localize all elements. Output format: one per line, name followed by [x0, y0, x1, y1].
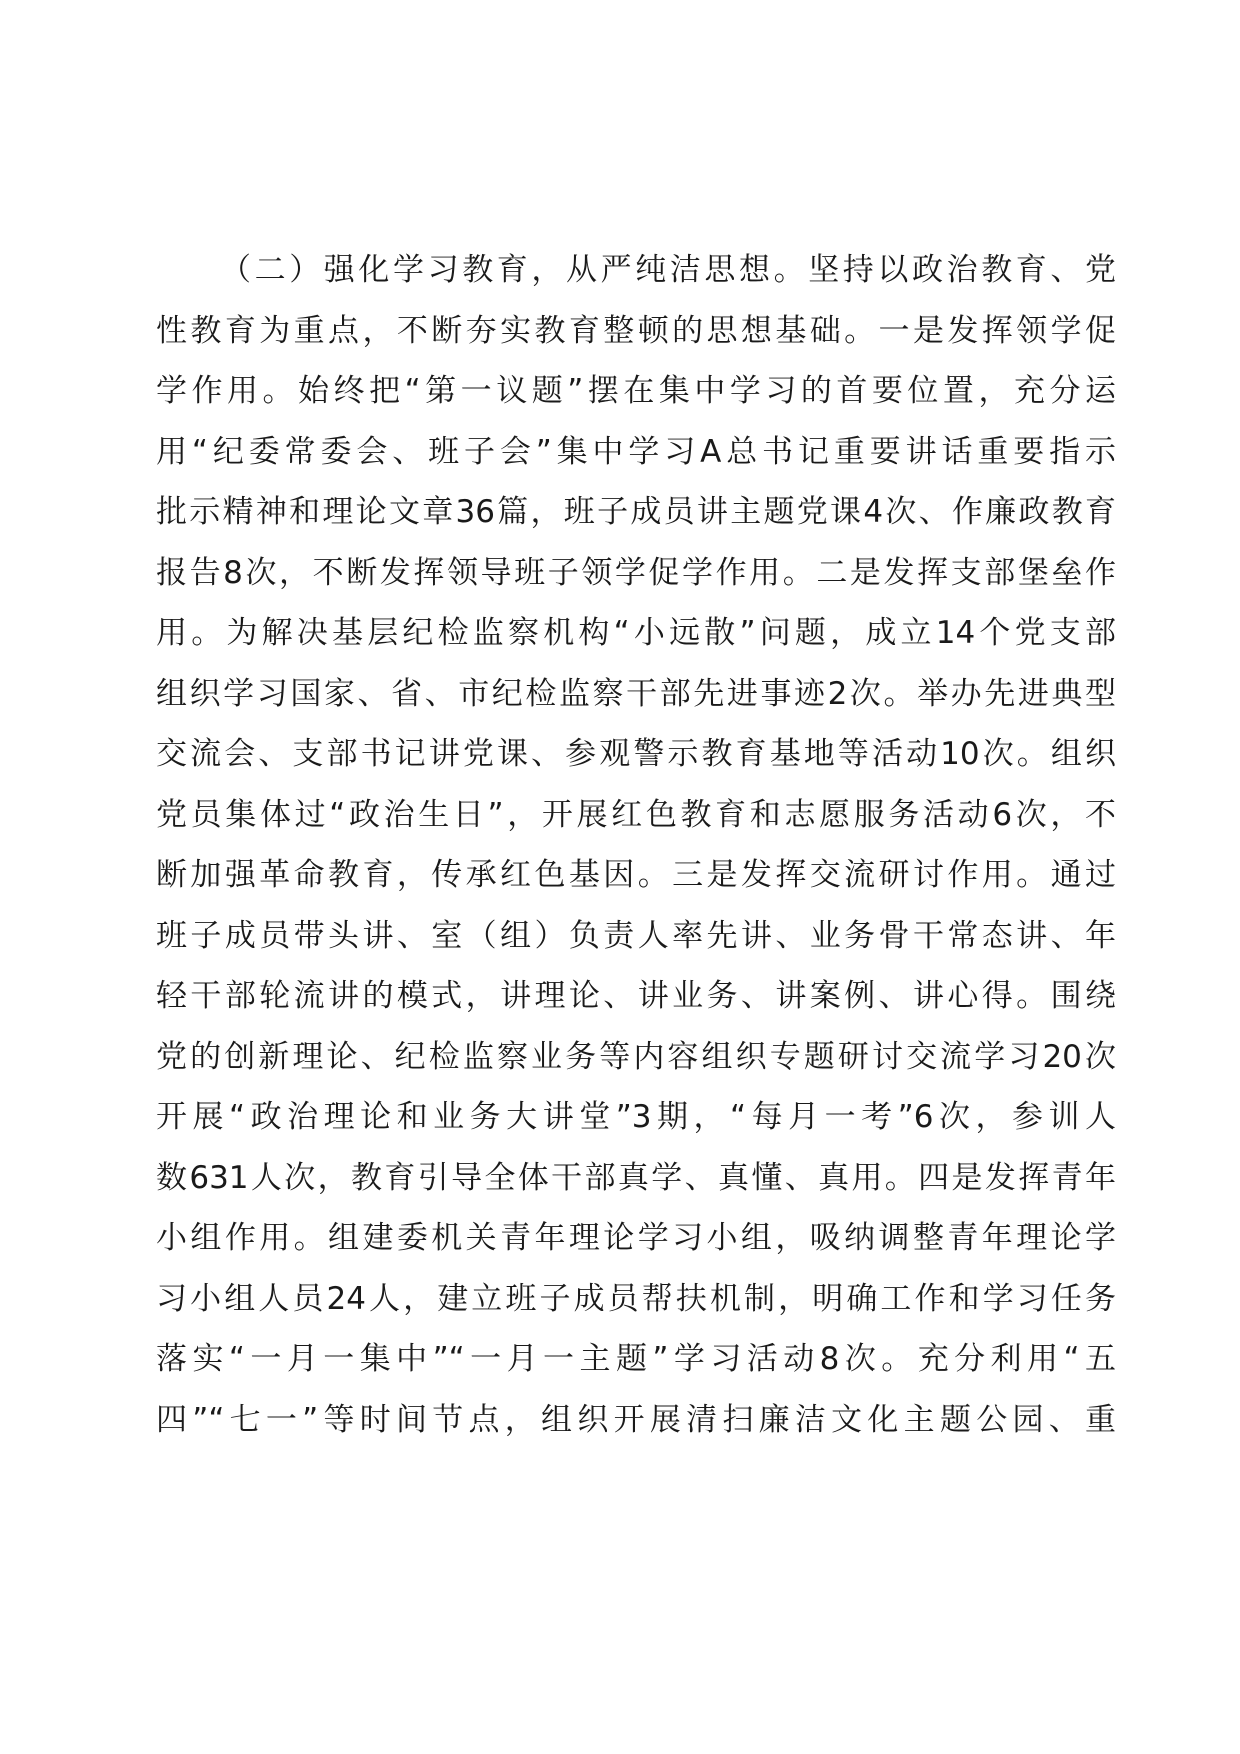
- paragraph-line: 落实“一月一集中”“一月一主题”学习活动8次。充分利用“五: [156, 1341, 1116, 1377]
- paragraph-line: 轻干部轮流讲的模式，讲理论、讲业务、讲案例、讲心得。围绕: [156, 978, 1116, 1014]
- paragraph-line: 用“纪委常委会、班子会”集中学习A总书记重要讲话重要指示: [156, 433, 1116, 470]
- paragraph-line: 学作用。始终把“第一议题”摆在集中学习的首要位置，充分运: [156, 373, 1116, 409]
- paragraph-line: 报告8次，不断发挥领导班子领学促学作用。二是发挥支部堡垒作: [156, 554, 1116, 591]
- paragraph-line: 用。为解决基层纪检监察机构“小远散”问题，成立14个党支部: [156, 615, 1116, 651]
- paragraph-line: 交流会、支部书记讲党课、参观警示教育基地等活动10次。组织: [156, 736, 1116, 772]
- paragraph-line: 班子成员带头讲、室（组）负责人率先讲、业务骨干常态讲、年: [156, 917, 1116, 954]
- paragraph-line: 党员集体过“政治生日”，开展红色教育和志愿服务活动6次，不: [156, 796, 1116, 833]
- paragraph-line: 数631人次，教育引导全体干部真学、真懂、真用。四是发挥青年: [156, 1159, 1116, 1196]
- paragraph-line: 断加强革命教育，传承红色基因。三是发挥交流研讨作用。通过: [156, 857, 1116, 893]
- paragraph-line: 小组作用。组建委机关青年理论学习小组，吸纳调整青年理论学: [156, 1220, 1116, 1256]
- paragraph-line: 批示精神和理论文章36篇，班子成员讲主题党课4次、作廉政教育: [156, 494, 1116, 530]
- paragraph-line: 性教育为重点，不断夯实教育整顿的思想基础。一是发挥领学促: [156, 312, 1116, 349]
- paragraph-line: （二）强化学习教育，从严纯洁思想。坚持以政治教育、党: [220, 252, 1116, 288]
- paragraph-line: 四”“七一”等时间节点，组织开展清扫廉洁文化主题公园、重: [156, 1401, 1116, 1438]
- paragraph-line: 组织学习国家、省、市纪检监察干部先进事迹2次。举办先进典型: [156, 675, 1116, 712]
- paragraph-line: 党的创新理论、纪检监察业务等内容组织专题研讨交流学习20次: [156, 1038, 1116, 1075]
- body-paragraph: [156, 240, 1116, 1450]
- paragraph-line: 习小组人员24人，建立班子成员帮扶机制，明确工作和学习任务: [156, 1280, 1116, 1317]
- paragraph-line: 开展“政治理论和业务大讲堂”3期，“每月一考”6次，参训人: [156, 1099, 1116, 1135]
